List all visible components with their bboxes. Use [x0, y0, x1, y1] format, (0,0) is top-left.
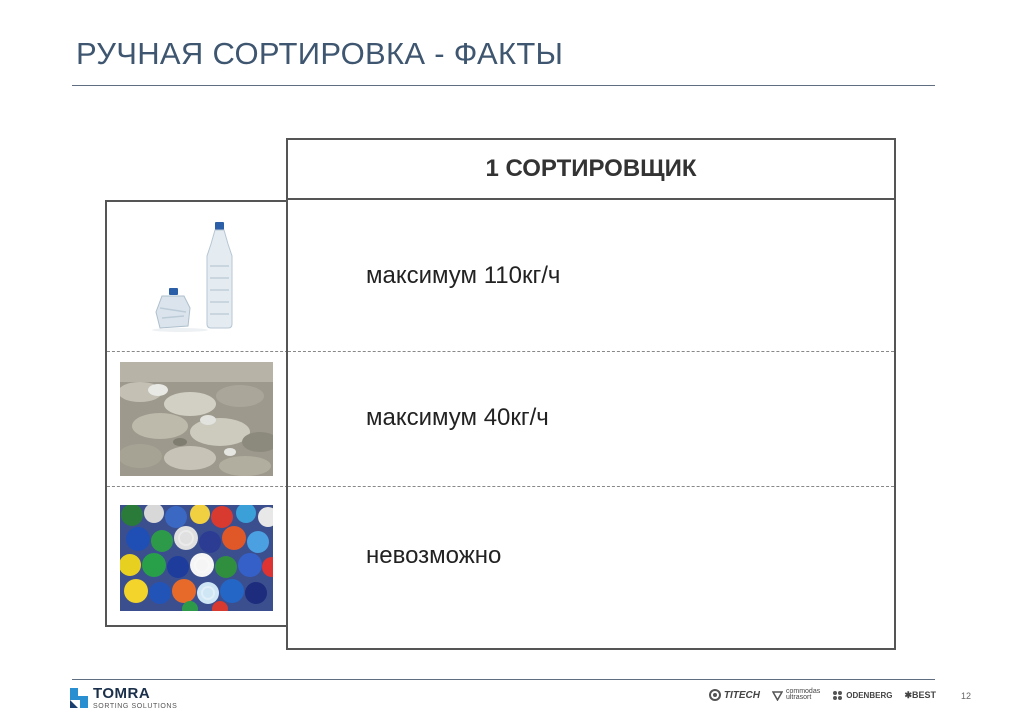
tomra-subtitle: SORTING SOLUTIONS: [93, 703, 178, 710]
footer-divider: [72, 679, 935, 680]
row-divider: [107, 351, 288, 352]
row-divider: [288, 486, 894, 487]
tomra-mark-icon: [70, 688, 88, 708]
partner-brands: [709, 689, 936, 702]
row-divider: [107, 486, 288, 487]
titech-logo: TITECH: [709, 689, 760, 701]
commodas-icon: [772, 690, 783, 701]
tomra-logo: [70, 686, 177, 710]
slide-title: РУЧНАЯ СОРТИРОВКА - ФАКТЫ: [76, 36, 564, 71]
row-text-caps: невозможно: [366, 542, 502, 569]
pet-bottles-photo: [120, 216, 272, 334]
image-column: [105, 200, 286, 627]
odenberg-logo: ODENBERG: [832, 690, 892, 701]
row-text-film: максимум 40кг/ч: [366, 404, 549, 431]
results-table: [286, 138, 896, 650]
commodas-logo: commodas ultrasort: [772, 689, 820, 702]
odenberg-icon: [832, 690, 843, 701]
tomra-name: TOMRA: [93, 685, 151, 702]
plastic-caps-photo: [120, 505, 273, 611]
titech-icon: [709, 689, 721, 701]
best-logo: ✱BEST: [904, 689, 936, 700]
table-header: 1 СОРТИРОВЩИК: [288, 140, 894, 200]
row-divider: [288, 351, 894, 352]
page-number: 12: [961, 691, 972, 701]
title-divider: [72, 85, 935, 86]
film-waste-pile-photo: [120, 362, 273, 476]
row-text-bottles: максимум 110кг/ч: [366, 262, 561, 289]
